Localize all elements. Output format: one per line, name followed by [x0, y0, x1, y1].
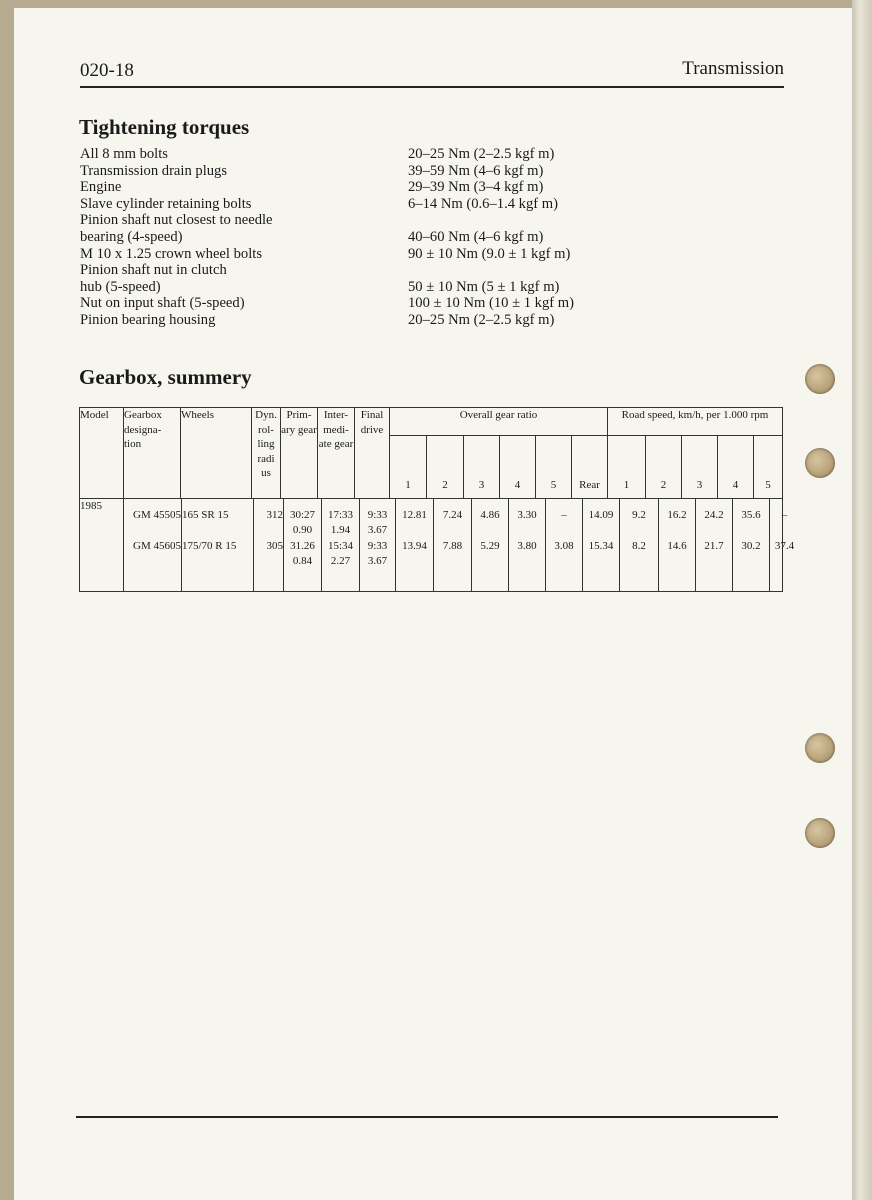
- torque-row: [80, 312, 640, 329]
- data-block: [124, 499, 795, 591]
- overall-ratio-cell: 15.34: [588, 540, 614, 552]
- primary-gear-ratio: 0.90: [292, 524, 313, 536]
- model-year-text: 1985: [80, 500, 102, 512]
- next-page-edge: [852, 0, 872, 1200]
- torque-value: 20–25 Nm (2–2.5 kgf m): [408, 146, 555, 162]
- torque-label: Engine: [80, 179, 122, 196]
- torque-value: 90 ± 10 Nm (9.0 ± 1 kgf m): [408, 245, 571, 262]
- torque-value: 29–39 Nm (3–4 kgf m): [408, 179, 544, 196]
- road-speed-cell: 30.2: [741, 540, 761, 552]
- overall-ratio-cell: –: [561, 509, 567, 521]
- torque-label: Nut on input shaft (5-speed): [80, 295, 245, 312]
- torque-label: M 10 x 1.25 crown wheel bolts: [80, 245, 262, 262]
- road-speed-cell: 8.2: [632, 540, 646, 552]
- speed-col-header: 1: [608, 436, 646, 499]
- overall-ratio-cell: 12.81: [402, 509, 427, 521]
- torque-list: [80, 146, 640, 329]
- torque-label: Pinion bearing housing: [80, 311, 216, 328]
- torque-row: [80, 163, 640, 180]
- page-header: [80, 60, 784, 88]
- intermediate-gear-teeth: 15:34: [327, 540, 354, 552]
- final-drive-ratio: 3.67: [367, 555, 388, 567]
- torque-value: 20–25 Nm (2–2.5 kgf m): [408, 311, 555, 328]
- overall-ratio-cell: 3.80: [517, 540, 537, 552]
- speed-col-header: 2: [646, 436, 682, 499]
- road-speed-cell: 37.4: [774, 540, 795, 552]
- torque-row: [80, 279, 640, 296]
- torque-value: 40–60 Nm (4–6 kgf m): [408, 228, 544, 245]
- section-title: Transmission: [682, 58, 784, 79]
- wheel-size: 175/70 R 15: [182, 540, 237, 552]
- model-year: [80, 499, 124, 592]
- torques-heading: Tightening torques: [79, 115, 250, 139]
- gearbox-table: [79, 407, 795, 592]
- ratio-col-header: 1: [390, 436, 427, 499]
- overall-ratio-cell: 4.86: [480, 509, 500, 521]
- intermediate-gear-ratio: 2.27: [330, 555, 351, 567]
- rolling-radius: 305: [266, 540, 283, 552]
- col-final-drive: Final drive: [355, 408, 390, 499]
- wheel-size: 165 SR 15: [182, 509, 229, 521]
- torque-label: Pinion shaft nut in clutch: [80, 262, 227, 279]
- ratio-col-header: 5: [536, 436, 572, 499]
- speed-col-header: 4: [718, 436, 754, 499]
- overall-ratio-cell: 7.88: [442, 540, 463, 552]
- primary-gear-teeth: 31.26: [290, 540, 315, 552]
- torque-label: All 8 mm bolts: [80, 146, 168, 162]
- torque-value: 50 ± 10 Nm (5 ± 1 kgf m): [408, 278, 560, 295]
- overall-ratio-cell: 7.24: [442, 509, 463, 521]
- torque-row: [80, 179, 640, 196]
- final-drive-teeth: 9:33: [367, 540, 388, 552]
- torque-label: hub (5-speed): [80, 278, 161, 295]
- year-1985-block: [80, 499, 783, 592]
- rolling-radius: 312: [266, 509, 283, 521]
- torque-row: [80, 295, 640, 312]
- binder-hole: [805, 448, 835, 478]
- torque-row: [80, 212, 640, 229]
- gearbox-heading: Gearbox, summery: [79, 365, 252, 389]
- primary-gear-ratio: 0.84: [292, 555, 313, 567]
- overall-ratio-cell: 14.09: [588, 509, 614, 521]
- binder-hole: [805, 364, 835, 394]
- road-speed-cell: 35.6: [741, 509, 761, 521]
- torque-row: [80, 196, 640, 213]
- col-overall-gear-ratio: Overall gear ratio: [390, 408, 608, 436]
- torque-row: [80, 146, 640, 163]
- torque-value: 6–14 Nm (0.6–1.4 kgf m): [408, 195, 558, 212]
- road-speed-cell: 14.6: [667, 540, 687, 552]
- col-model: Model: [80, 408, 124, 499]
- final-drive-teeth: 9:33: [367, 509, 388, 521]
- overall-ratio-cell: 3.08: [554, 540, 574, 552]
- road-speed-cell: 24.2: [704, 509, 724, 521]
- col-road-speed: Road speed, km/h, per 1.000 rpm: [608, 408, 783, 436]
- binder-hole: [805, 818, 835, 848]
- data-block-cell: [124, 499, 795, 592]
- torque-value: 100 ± 10 Nm (10 ± 1 kgf m): [408, 295, 574, 312]
- overall-ratio-cell: 3.30: [517, 509, 537, 521]
- col-dyn-radius: Dyn. rol- ling radi us: [252, 408, 281, 499]
- gearbox-designation: GM 45505: [133, 509, 181, 521]
- col-wheels: Wheels: [181, 408, 252, 499]
- torque-row: [80, 246, 640, 263]
- overall-ratio-cell: 5.29: [480, 540, 500, 552]
- torque-row: [80, 262, 640, 279]
- col-designation: Gearbox designa- tion: [124, 408, 181, 499]
- col-primary-gear: Prim- ary gear: [281, 408, 318, 499]
- torque-row: [80, 229, 640, 246]
- bottom-rule: [76, 1116, 778, 1118]
- ratio-col-header: 2: [427, 436, 464, 499]
- torque-label: Transmission drain plugs: [80, 162, 228, 179]
- binder-hole: [805, 733, 835, 763]
- road-speed-cell: 21.7: [704, 540, 724, 552]
- intermediate-gear-ratio: 1.94: [330, 524, 351, 536]
- overall-ratio-cell: 13.94: [402, 540, 427, 552]
- final-drive-ratio: 3.67: [367, 524, 388, 536]
- road-speed-cell: 16.2: [667, 509, 687, 521]
- road-speed-cell: 9.2: [632, 509, 646, 521]
- primary-gear-teeth: 30:27: [289, 509, 316, 521]
- speed-col-header: 5: [754, 436, 783, 499]
- intermediate-gear-teeth: 17:33: [327, 509, 354, 521]
- road-speed-cell: –: [781, 509, 788, 521]
- torque-value: 39–59 Nm (4–6 kgf m): [408, 162, 544, 179]
- gearbox-designation: GM 45605: [133, 540, 181, 552]
- torque-label: bearing (4-speed): [80, 228, 183, 245]
- page-number: 020-18: [80, 60, 134, 81]
- speed-col-header: 3: [682, 436, 718, 499]
- ratio-col-header: Rear: [572, 436, 608, 499]
- torque-label: Slave cylinder retaining bolts: [80, 195, 252, 212]
- ratio-col-header: 3: [464, 436, 500, 499]
- torque-label: Pinion shaft nut closest to needle: [80, 212, 273, 229]
- col-intermediate-gear: Inter- medi- ate gear: [318, 408, 355, 499]
- ratio-col-header: 4: [500, 436, 536, 499]
